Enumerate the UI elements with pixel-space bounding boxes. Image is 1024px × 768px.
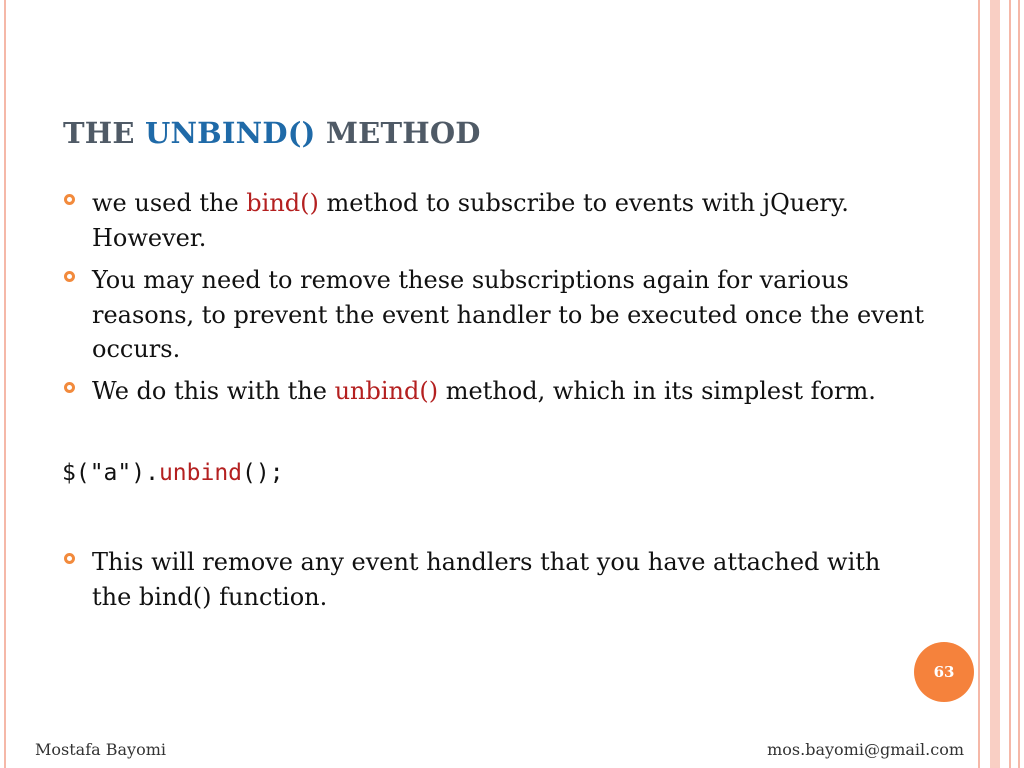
bullet-item [64,186,984,255]
code-highlight: unbind [158,460,243,486]
bullet-item [64,545,984,614]
frame-band-right [990,0,1000,768]
bullet-text: You may need to remove these subscriptions again for various reasons, to prevent the event handler to be executed once the event occurs. [92,266,925,363]
footer-author: Mostafa Bayomi [35,740,166,759]
bullet-text-part: method to subscribe to events with jQuery. However. [92,189,849,252]
bullet-item [64,263,984,367]
title-suffix: METHOD [315,116,481,150]
code-example [62,460,284,486]
bullet-highlight: unbind() [334,377,439,405]
code-prefix: $("a"). [62,460,159,486]
code-suffix: (); [242,460,284,486]
frame-line-right-3 [1018,0,1020,768]
page-number-badge: 63 [914,642,974,702]
frame-line-right-2 [1009,0,1011,768]
bullet-highlight: bind() [246,189,319,217]
bullet-text: This will remove any event handlers that you have attached with the bind() function. [92,548,881,611]
bullet-text [92,186,984,255]
slide-title [63,116,481,150]
bullet-marker-icon [64,194,75,205]
bullet-text [92,374,984,409]
footer-email: mos.bayomi@gmail.com [767,740,964,759]
title-accent: UNBIND() [144,116,316,150]
bullet-item [64,374,984,409]
frame-line-left [4,0,6,768]
bullet-marker-icon [64,382,75,393]
bullet-text-part: We do this with the [92,377,335,405]
bullet-text-part: we used the [92,189,247,217]
title-prefix: THE [63,116,145,150]
bullet-marker-icon [64,553,75,564]
bullet-marker-icon [64,271,75,282]
bullet-text-part: method, which in its simplest form. [438,377,876,405]
